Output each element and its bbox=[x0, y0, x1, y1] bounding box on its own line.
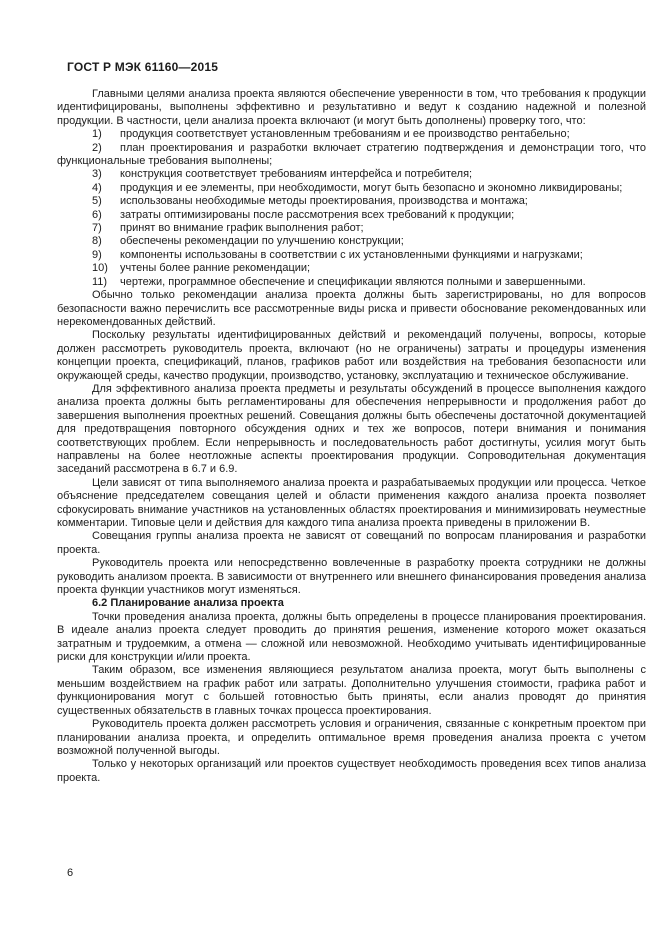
list-item: 6) затраты оптимизированы после рассмотрения всех требований к продукции; bbox=[92, 208, 515, 221]
list-item-number: 7) bbox=[92, 222, 102, 235]
list-item-number: 9) bbox=[92, 248, 102, 261]
list-item: 5) использованы необходимые методы проектирования, производства и монтажа; bbox=[92, 195, 528, 208]
list-item-number: 4) bbox=[92, 181, 102, 194]
paragraph: Обычно только рекомендации анализа проекта должны быть зарегистрированы, но для вопросов безопасности важно перечислить все рассмотренные виды риска и привести обоснование рекомендованных или нерекомендованных действий. bbox=[57, 289, 646, 328]
document-body bbox=[57, 88, 646, 785]
page-number: 6 bbox=[67, 867, 74, 879]
list-item-number: 2) bbox=[92, 141, 102, 154]
list-item: 4) продукция и ее элементы, при необходимости, могут быть безопасно и экономно ликвидированы; bbox=[92, 181, 623, 194]
paragraph: Руководитель проекта или непосредственно вовлеченные в разработку проекта сотрудники не должны руководить анализом проекта. В зависимости от внутреннего или внешнего финансирования проведения анализа проекта функции участников могут изменяться. bbox=[57, 557, 646, 597]
paragraph: Главными целями анализа проекта являются обеспечение уверенности в том, что требования к продукции идентифицированы, выполнены эффективно и результативно и ведут к созданию надежной и полезной продукции. В частности, цели анализа проекта включают (и могут быть дополнены) проверку того, что: bbox=[57, 88, 646, 127]
document-header-designation: ГОСТ Р МЭК 61160—2015 bbox=[67, 60, 219, 74]
paragraph: Таким образом, все изменения являющиеся результатом анализа проекта, могут быть выполнены с меньшим воздействием на график работ или затраты. Дополнительно улучшения стоимости, графика работ и функционирования могут с большей готовностью быть приняты, если анализ проводят до принятия существенных обязательств в главных точках процесса проектирования. bbox=[57, 664, 646, 717]
list-item: 3) конструкция соответствует требованиям интерфейса и потребителя; bbox=[92, 168, 473, 181]
section-heading: 6.2 Планирование анализа проекта bbox=[92, 597, 284, 610]
paragraph: Точки проведения анализа проекта, должны быть определены в процессе планирования проектирования. В идеале анализ проекта следует проводить до принятия решения, изменение которого может оказаться затратным и трудоемким, а отмена — сложной или невозможной. Необходимо учитывать идентифицированные риски для конструкции и/или проекта. bbox=[57, 610, 646, 664]
list-item: 7) принят во внимание график выполнения работ; bbox=[92, 222, 364, 235]
list-item-number: 10) bbox=[92, 262, 108, 275]
paragraph: Только у некоторых организаций или проектов существует необходимость проведения всех типов анализа проекта. bbox=[57, 758, 646, 784]
list-item-number: 1) bbox=[92, 128, 102, 141]
list-item: 9) компоненты использованы в соответствии с их установленными функциями и нагрузками; bbox=[92, 248, 583, 261]
list-item: 1) продукция соответствует установленным требованиям и ее производство рентабельно; bbox=[92, 128, 570, 141]
paragraph: Цели зависят от типа выполняемого анализа проекта и разрабатываемых продукции или процесса. Четкое объяснение председателем совещания целей и области применения каждого анализа проекта позволяет сфокусировать внимание участников на установленных областях проектирования и минимизировать неуместные комментарии. Типовые цели и действия для каждого типа анализа проекта приведены в приложении В. bbox=[57, 476, 646, 529]
list-item-number: 3) bbox=[92, 168, 102, 181]
paragraph: Совещания группы анализа проекта не зависят от совещаний по вопросам планирования и разработки проекта. bbox=[57, 530, 646, 556]
list-item: 10) учтены более ранние рекомендации; bbox=[92, 262, 311, 275]
list-item-number: 11) bbox=[92, 275, 108, 288]
list-item-number: 8) bbox=[92, 235, 102, 248]
list-item: 8) обеспечены рекомендации по улучшению конструкции; bbox=[92, 235, 404, 248]
list-item-number: 6) bbox=[92, 208, 102, 221]
paragraph: Для эффективного анализа проекта предметы и результаты обсуждений в процессе выполнения каждого анализа проекта должны быть регламентированы для обеспечения непрерывности и продолжения работ до завершения выполнения проектных решений. Совещания должны быть обеспечены достаточной документацией для предотвращения повторного обсуждения одних и тех же вопросов, потери внимания и понимания соответствующих проблем. Если непрерывность и последовательность работ достигнуты, усилия могут быть направлены на более неотложные аспекты проектирования продукции. Сопроводительная документация заседаний рассмотрена в 6.7 и 6.9. bbox=[57, 382, 646, 476]
list-item-number: 5) bbox=[92, 195, 102, 208]
list-item: 2) план проектирования и разработки включает стратегию подтверждения и демонстрации того, что функциональные требования выполнены; bbox=[57, 141, 646, 168]
list-item: 11) чертежи, программное обеспечение и спецификации являются полными и завершенными. bbox=[92, 275, 586, 288]
paragraph: Поскольку результаты идентифицированных действий и рекомендаций получены, вопросы, которые должен рассмотреть руководитель проекта, включают (но не ограничены) затраты и процедуры изменения концепции проекта, спецификаций, планов, графиков работ или воздействия на требования безопасности или окружающей среды, качество продукции, производство, установку, эксплуатацию и техническое обслуживание. bbox=[57, 329, 646, 382]
paragraph: Руководитель проекта должен рассмотреть условия и ограничения, связанные с конкретным проектом при планировании анализа проекта, и определить оптимальное время проведения анализа проекта с учетом возможной полученной выгоды. bbox=[57, 718, 646, 757]
